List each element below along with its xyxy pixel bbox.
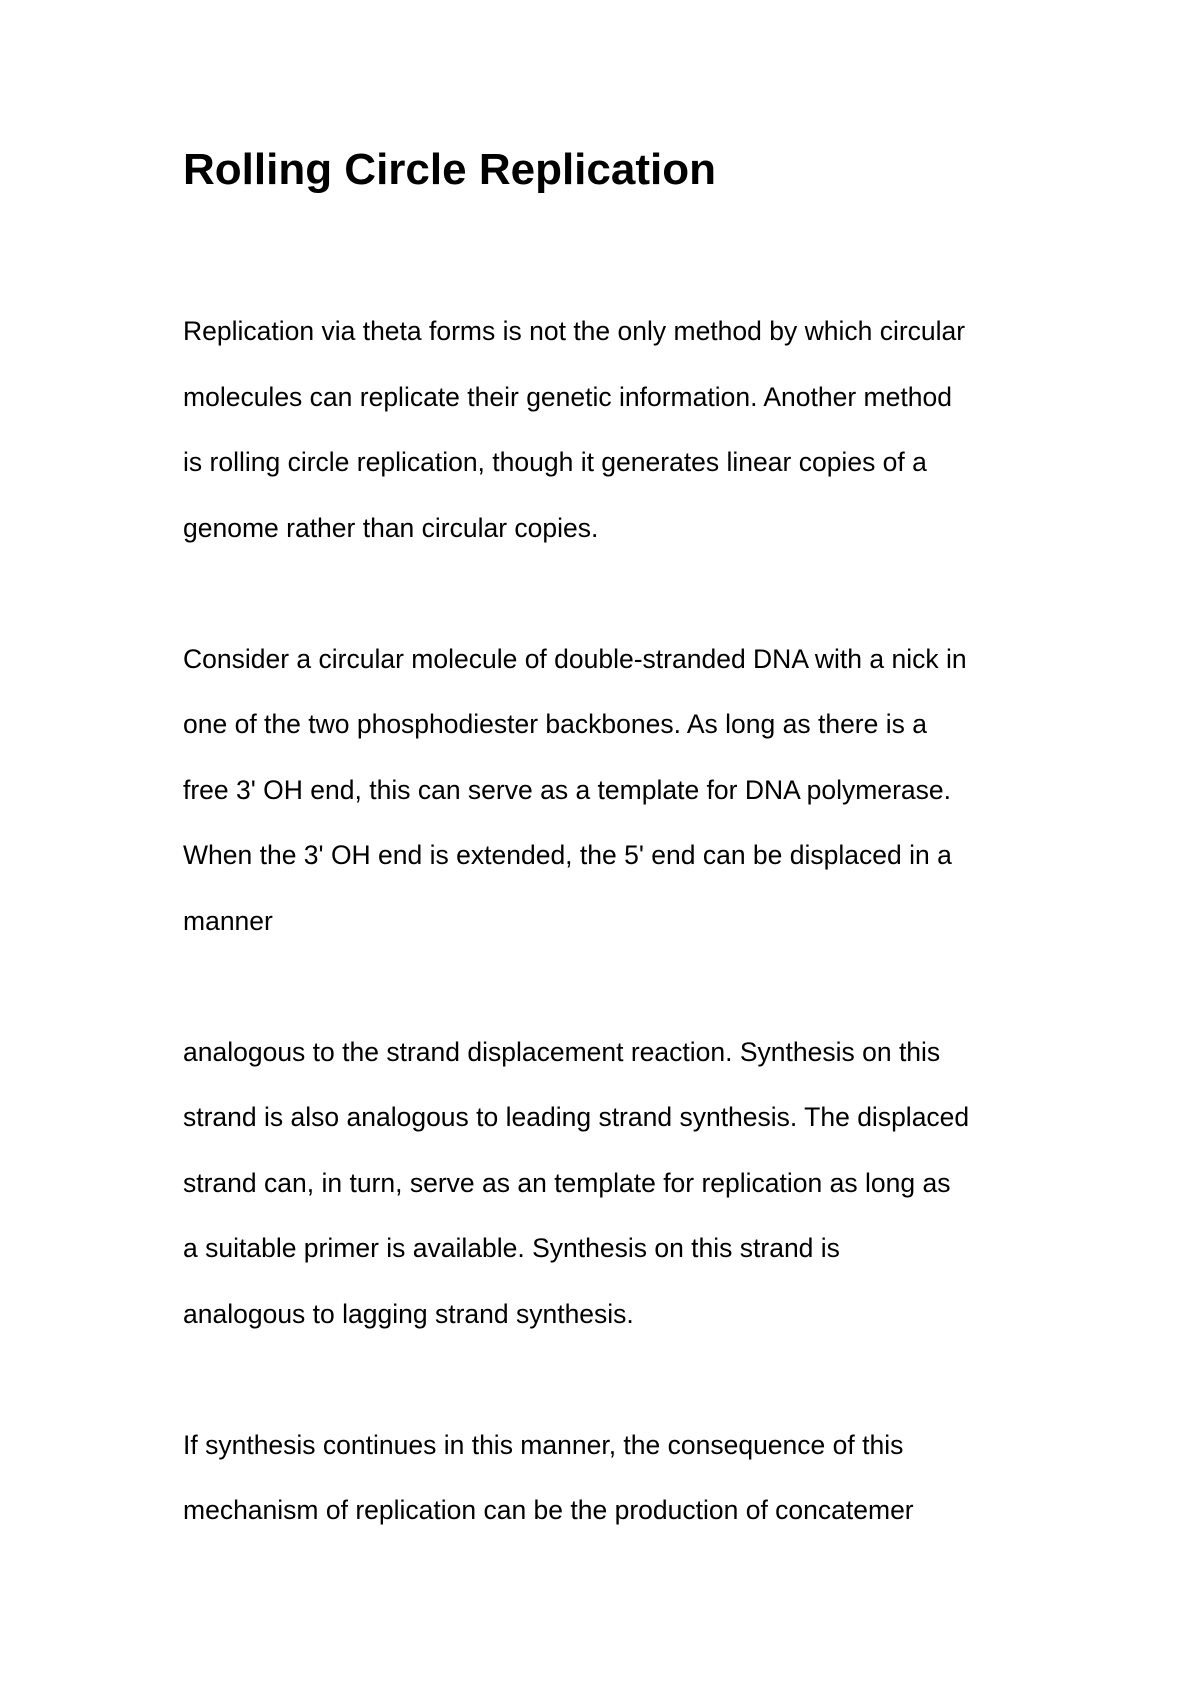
document-title: Rolling Circle Replication <box>183 145 716 194</box>
paragraph-1-line-4: genome rather than circular copies. <box>183 513 599 543</box>
paragraph-3-line-4: a suitable primer is available. Synthesis on this strand is <box>183 1233 840 1263</box>
paragraph-1-line-1: Replication via theta forms is not the only method by which circular <box>183 316 966 346</box>
paragraph-2-line-1: Consider a circular molecule of double-stranded DNA with a nick in <box>183 644 967 674</box>
paragraph-2-line-5: manner <box>183 906 273 936</box>
paragraph-2-line-2: one of the two phosphodiester backbones. As long as there is a <box>183 709 927 739</box>
paragraph-2-line-4: When the 3' OH end is extended, the 5' end can be displaced in a <box>183 840 952 870</box>
paragraph-1-line-2: molecules can replicate their genetic information. Another method <box>183 382 952 412</box>
paragraph-4-line-1: If synthesis continues in this manner, the consequence of this <box>183 1430 904 1460</box>
paragraph-4-line-2: mechanism of replication can be the production of concatemer <box>183 1495 914 1525</box>
paragraph-3-line-1: analogous to the strand displacement reaction. Synthesis on this <box>183 1037 941 1067</box>
paragraph-1-line-3: is rolling circle replication, though it generates linear copies of a <box>183 447 927 477</box>
paragraph-3-line-3: strand can, in turn, serve as an template for replication as long as <box>183 1168 951 1198</box>
paragraph-3-line-5: analogous to lagging strand synthesis. <box>183 1299 634 1329</box>
paragraph-3-line-2: strand is also analogous to leading strand synthesis. The displaced <box>183 1102 970 1132</box>
paragraph-2-line-3: free 3' OH end, this can serve as a template for DNA polymerase. <box>183 775 952 805</box>
